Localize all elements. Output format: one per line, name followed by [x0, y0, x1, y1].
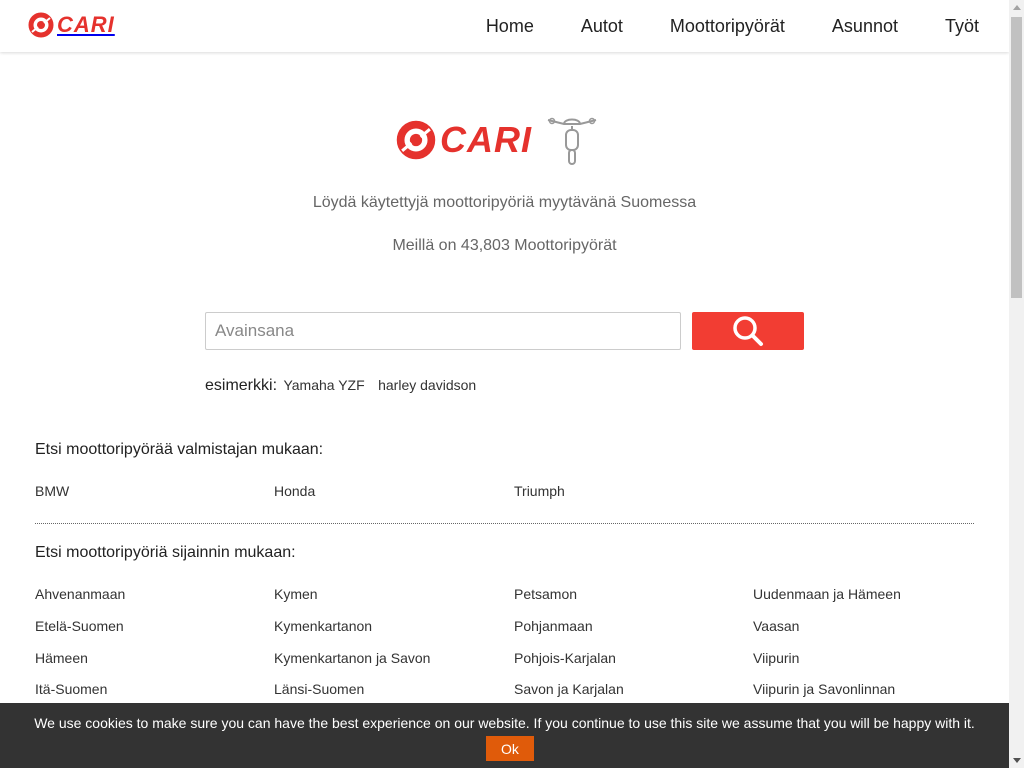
header-brand: CARI — [57, 12, 115, 37]
cari-ring-icon — [396, 120, 436, 160]
search-icon — [732, 315, 764, 347]
location-link[interactable]: Uudenmaan ja Hämeen — [753, 586, 901, 602]
location-link[interactable]: Viipurin — [753, 650, 800, 666]
nav-home[interactable]: Home — [485, 15, 534, 36]
example-link-harley[interactable]: harley davidson — [378, 377, 477, 393]
manufacturers-title: Etsi moottoripyörää valmistajan mukaan: — [35, 441, 324, 458]
search-examples — [205, 377, 483, 395]
motorcycle-icon — [544, 112, 600, 168]
location-link[interactable]: Kymen — [274, 586, 318, 602]
hero-tagline: Löydä käytettyjä moottoripyöriä myytävänä Suomessa — [312, 194, 697, 211]
nav-moottoripyorat[interactable]: Moottoripyörät — [669, 15, 785, 36]
location-link[interactable]: Viipurin ja Savonlinnan — [753, 681, 896, 697]
header — [0, 0, 1009, 52]
location-link[interactable]: Etelä-Suomen — [35, 618, 124, 634]
nav-tyot[interactable]: Työt — [944, 15, 979, 36]
nav-asunnot[interactable]: Asunnot — [831, 15, 898, 36]
location-link[interactable]: Hämeen — [35, 650, 88, 666]
scrollbar[interactable] — [1009, 0, 1024, 768]
location-link[interactable]: Vaasan — [753, 618, 800, 634]
location-link[interactable]: Länsi-Suomen — [274, 681, 365, 697]
search-button[interactable] — [692, 312, 804, 350]
location-link[interactable]: Itä-Suomen — [35, 681, 108, 697]
cari-ring-icon — [28, 12, 54, 38]
main-nav — [439, 0, 979, 52]
manufacturer-link[interactable]: Honda — [274, 483, 316, 499]
manufacturer-link[interactable]: BMW — [35, 483, 70, 499]
cookie-ok-button[interactable]: Ok — [486, 736, 534, 761]
hero-logo — [396, 112, 600, 168]
location-link[interactable]: Pohjanmaan — [514, 618, 593, 634]
hero-brand: CARI — [440, 119, 532, 160]
locations-title: Etsi moottoripyöriä sijainnin mukaan: — [35, 544, 296, 561]
location-link[interactable]: Kymenkartanon ja Savon — [274, 650, 431, 666]
search-input[interactable] — [205, 312, 681, 350]
nav-autot[interactable]: Autot — [580, 15, 623, 36]
header-logo[interactable] — [28, 12, 115, 38]
location-link[interactable]: Kymenkartanon — [274, 618, 373, 634]
cookie-message: We use cookies to make sure you can have the best experience on our website. If you continue to use this site we assume that you will be happy with it. — [34, 715, 975, 731]
section-divider — [35, 523, 974, 524]
manufacturer-link[interactable]: Triumph — [514, 483, 565, 499]
examples-label: esimerkki: — [205, 377, 278, 394]
listing-count: Meillä on 43,803 Moottoripyörät — [392, 237, 617, 254]
scroll-down-arrow-icon[interactable] — [1009, 753, 1024, 768]
location-link[interactable]: Savon ja Karjalan — [514, 681, 624, 697]
location-link[interactable]: Ahvenanmaan — [35, 586, 126, 602]
scroll-thumb[interactable] — [1011, 17, 1022, 298]
location-link[interactable]: Pohjois-Karjalan — [514, 650, 616, 666]
location-link[interactable]: Petsamon — [514, 586, 578, 602]
scroll-up-arrow-icon[interactable] — [1009, 0, 1024, 15]
example-link-yamaha[interactable]: Yamaha YZF — [283, 377, 365, 393]
